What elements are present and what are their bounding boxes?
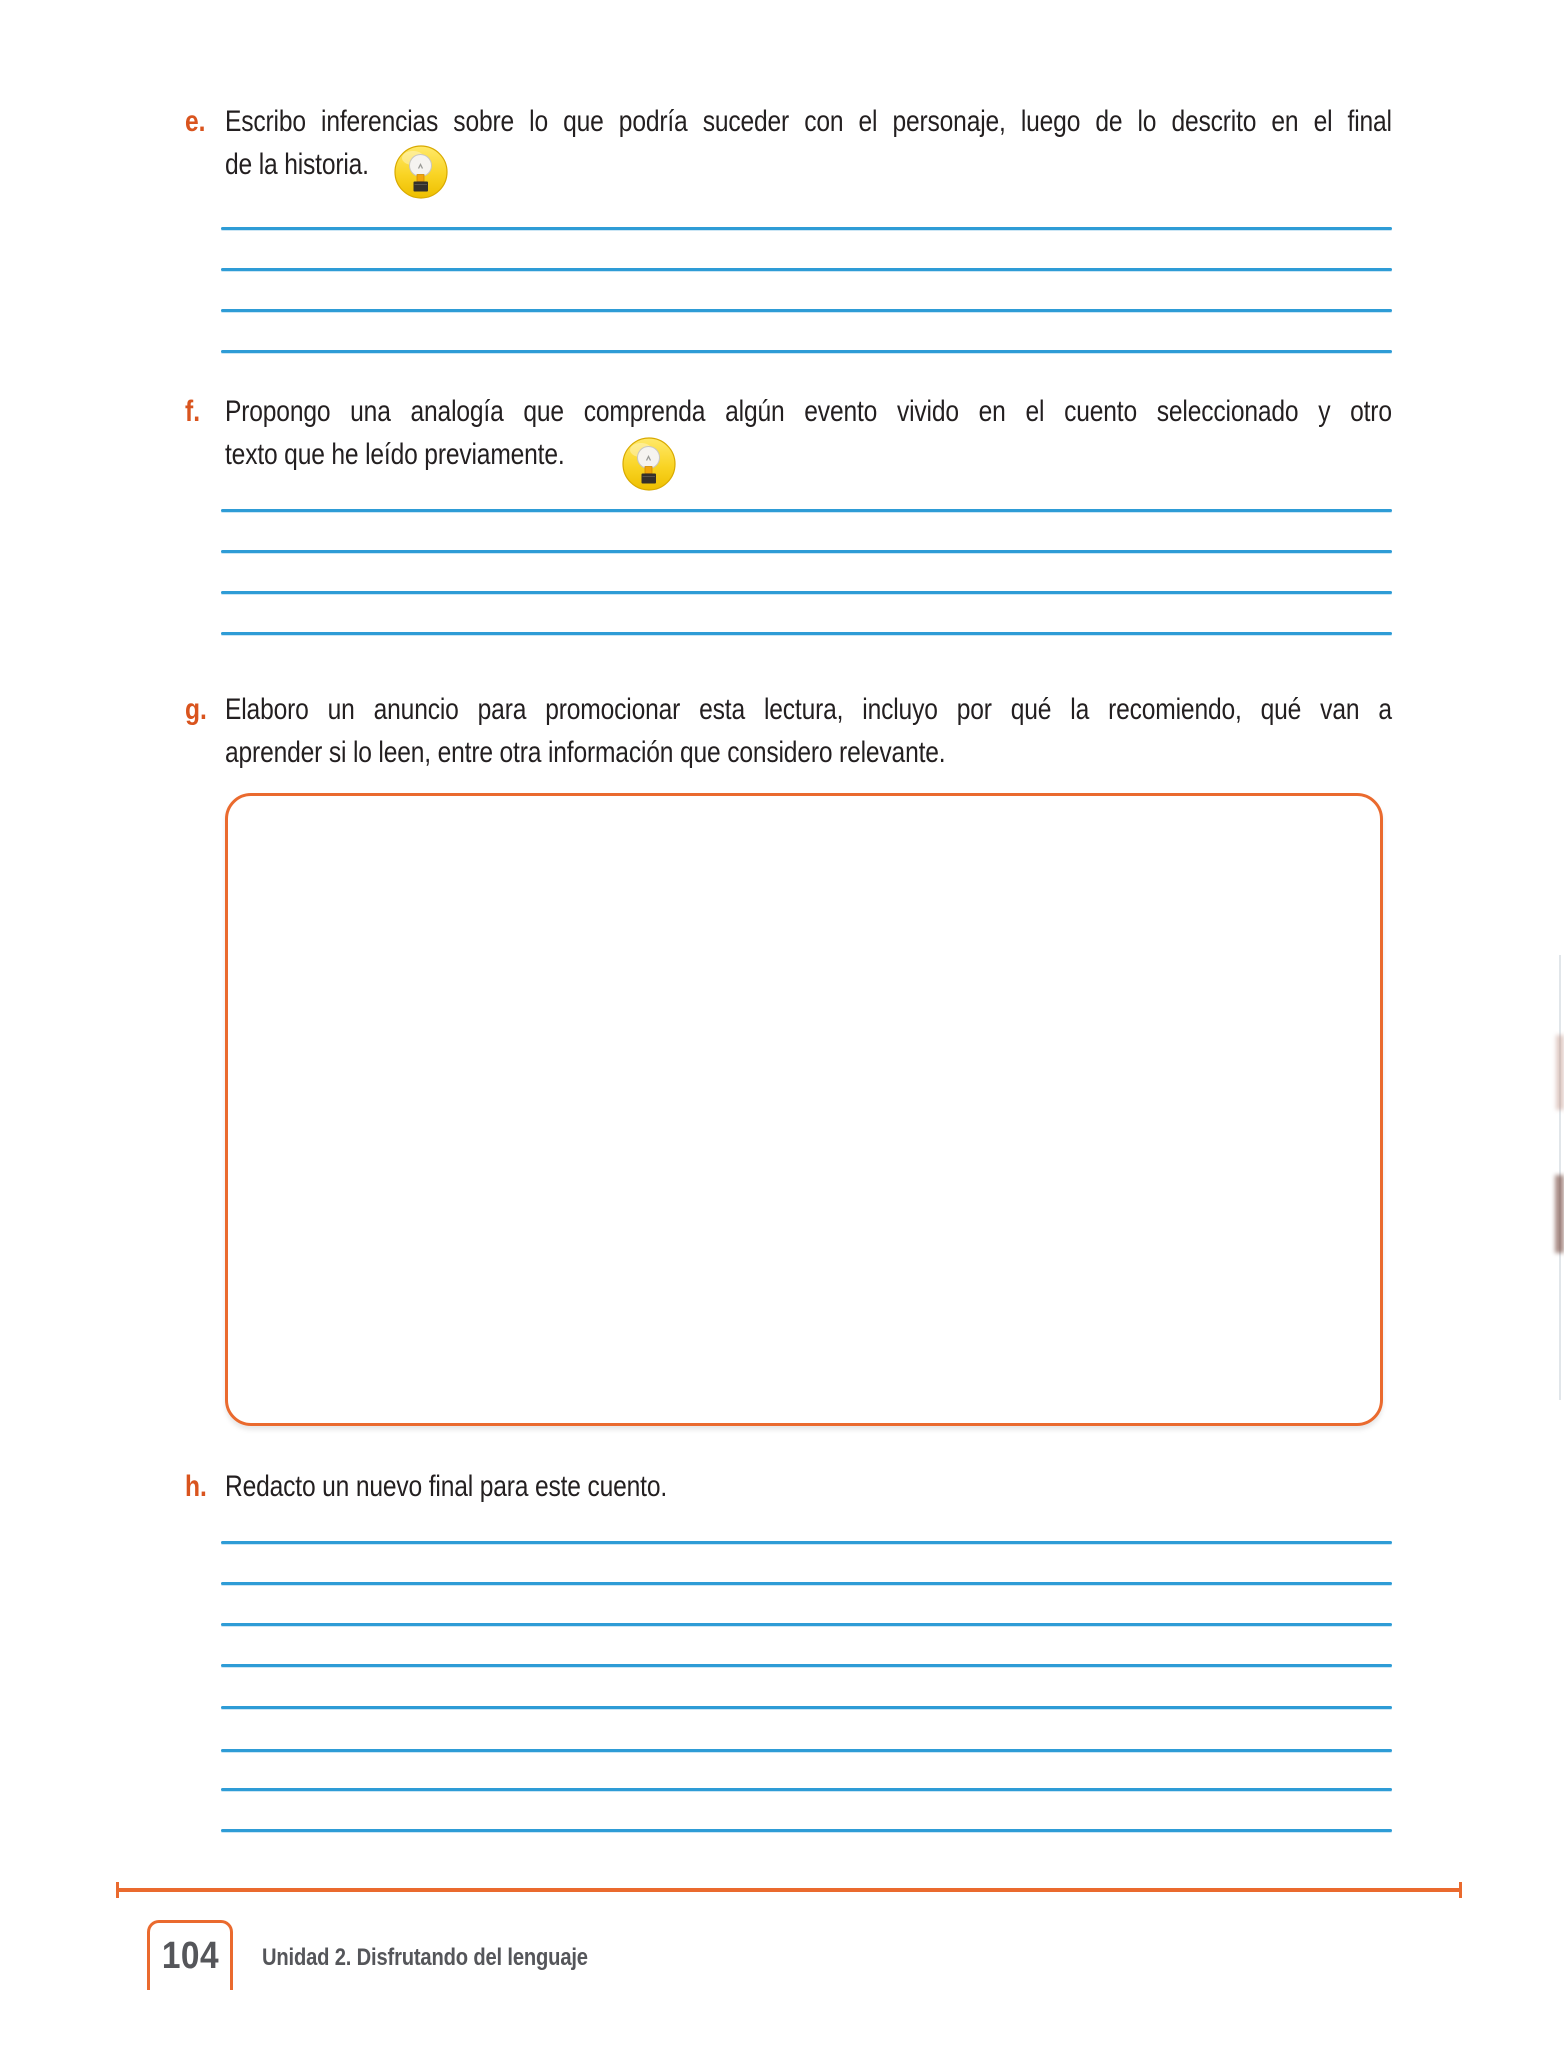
page-number-box [147, 1920, 233, 1990]
item-e-text-line2: de la historia. [225, 148, 369, 181]
writing-line [221, 1541, 1392, 1544]
item-e-text-line1: Escribo inferencias sobre lo que podría suceder con el personaje, luego de lo descrito en el final [225, 105, 1392, 138]
item-g-text-line1: Elaboro un anuncio para promocionar esta lectura, incluyo por qué la recomiendo, qué van a [225, 693, 1392, 726]
lightbulb-icon [394, 145, 448, 199]
writing-line [221, 309, 1392, 312]
writing-line [221, 268, 1392, 271]
item-g-marker: g. [185, 693, 207, 726]
item-e-marker: e. [185, 105, 206, 138]
chapter-title: Unidad 2. Disfrutando del lenguaje [262, 1944, 588, 1971]
page-number: 104 [161, 1935, 219, 1977]
item-g-text-line2: aprender si lo leen, entre otra información que considero relevante. [225, 736, 946, 769]
writing-line [221, 591, 1392, 594]
writing-line [221, 1788, 1392, 1791]
writing-line [221, 227, 1392, 230]
writing-line [221, 550, 1392, 553]
item-h-text-line1: Redacto un nuevo final para este cuento. [225, 1470, 668, 1503]
writing-line [221, 350, 1392, 353]
writing-line [221, 1706, 1392, 1709]
item-f-text-line1: Propongo una analogía que comprenda algún evento vivido en el cuento seleccionado y otro [225, 395, 1392, 428]
lightbulb-icon [622, 437, 676, 491]
page-edge-mark [1555, 1175, 1564, 1253]
item-f-text-line2: texto que he leído previamente. [225, 438, 565, 471]
writing-line [221, 632, 1392, 635]
answer-box [225, 793, 1383, 1426]
writing-line [221, 1582, 1392, 1585]
item-f-marker: f. [185, 395, 201, 428]
writing-line [221, 509, 1392, 512]
page-edge-mark [1556, 1035, 1564, 1110]
writing-line [221, 1749, 1392, 1752]
item-h-marker: h. [185, 1470, 207, 1503]
writing-line [221, 1829, 1392, 1832]
writing-line [221, 1623, 1392, 1626]
writing-line [221, 1664, 1392, 1667]
footer-rule [116, 1888, 1462, 1892]
